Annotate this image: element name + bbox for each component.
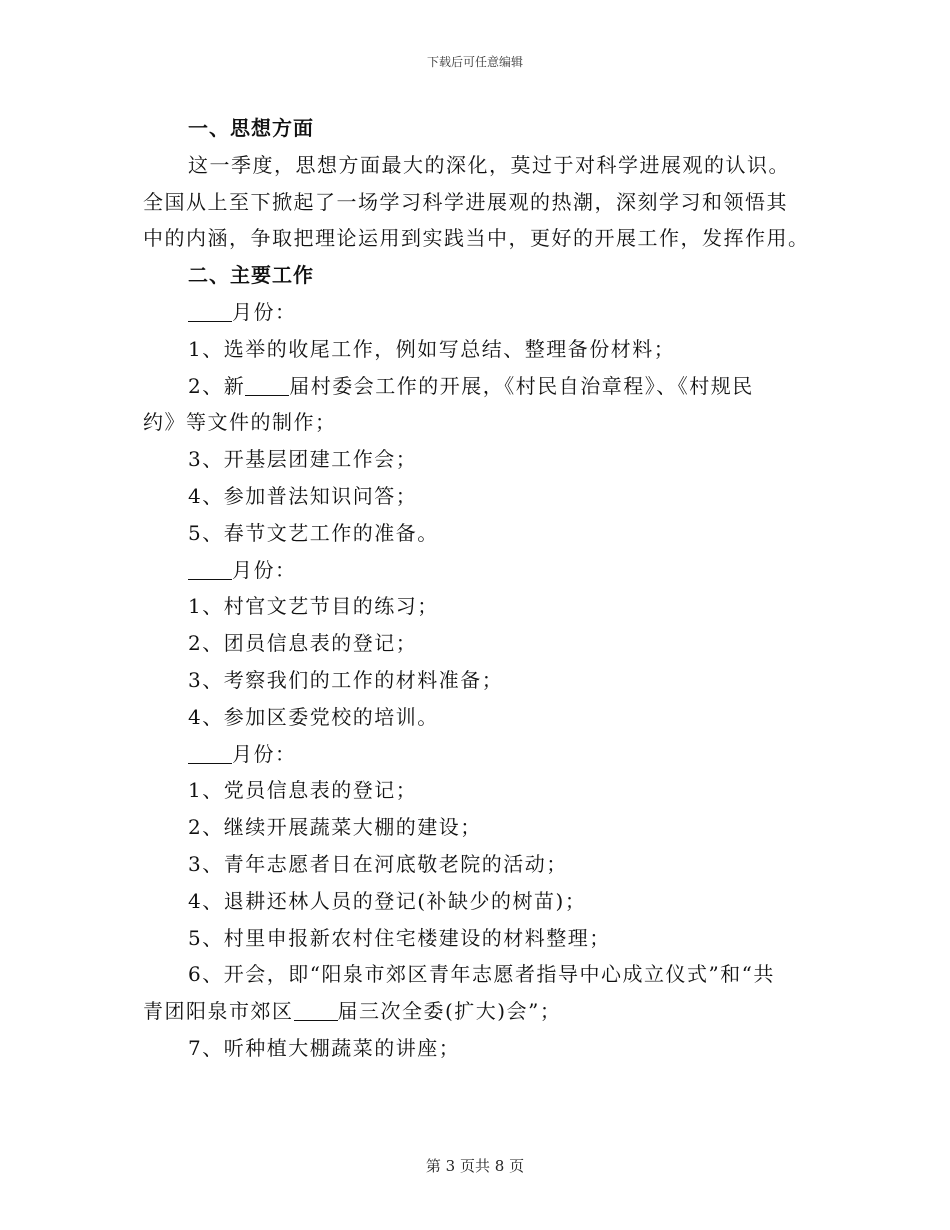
month-suffix: 月份：: [232, 741, 297, 766]
blank-underline: [245, 375, 289, 396]
list-item: 1、村官文艺节目的练习；: [188, 594, 439, 619]
section-heading-work: 二、主要工作: [188, 263, 314, 288]
blank-underline: [294, 1000, 338, 1021]
list-item: 1、党员信息表的登记；: [188, 778, 418, 803]
blank-underline: [188, 743, 232, 764]
month-label: [143, 552, 813, 589]
list-item-text: 届村委会工作的开展，《村民自治章程》、《村规民: [289, 373, 754, 398]
list-item: 3、开基层团建工作会；: [188, 447, 418, 472]
list-item: 3、青年志愿者日在河底敬老院的活动；: [188, 851, 568, 876]
month-label: [143, 736, 813, 773]
paragraph-line: 全国从上至下掀起了一场学习科学进展观的热潮，深刻学习和领悟其: [143, 189, 788, 214]
month-label: [143, 294, 813, 331]
blank-underline: [188, 559, 232, 580]
list-item: 4、参加区委党校的培训。: [188, 704, 439, 729]
list-item: 2、团员信息表的登记；: [188, 631, 418, 656]
document-body: [143, 110, 813, 1067]
paragraph-line: 中的内涵，争取把理论运用到实践当中，更好的开展工作，发挥作用。: [143, 226, 810, 251]
list-item: 7、听种植大棚蔬菜的讲座；: [188, 1035, 461, 1060]
list-item: 3、考察我们的工作的材料准备；: [188, 667, 504, 692]
list-item-continuation: [143, 993, 813, 1030]
section-heading-thought: 一、思想方面: [188, 116, 314, 140]
list-item: 2、继续开展蔬菜大棚的建设；: [188, 815, 482, 840]
blank-underline: [188, 301, 232, 322]
header-note: 下载后可任意编辑: [426, 55, 523, 69]
list-item: 4、参加普法知识问答；: [188, 483, 418, 508]
paragraph-line: 这一季度，思想方面最大的深化，莫过于对科学进展观的认识。: [188, 152, 790, 177]
month-suffix: 月份：: [232, 299, 297, 324]
list-item-text: 2、新: [188, 373, 246, 398]
list-item-continuation: 约》等文件的制作；: [143, 410, 337, 435]
month-suffix: 月份：: [232, 557, 297, 582]
list-item: [143, 368, 813, 405]
list-item: 5、春节文艺工作的准备。: [188, 520, 439, 545]
page-footer: 第 3 页共 8 页: [425, 1157, 525, 1175]
list-item: 4、退耕还林人员的登记(补缺少的树苗)；: [188, 888, 587, 913]
list-item-text: 青团阳泉市郊区: [143, 999, 294, 1024]
list-item-text: 届三次全委(扩大)会”；: [337, 999, 562, 1024]
list-item: 6、开会，即“阳泉市郊区青年志愿者指导中心成立仪式”和“共: [188, 962, 775, 987]
list-item: 1、选举的收尾工作，例如写总结、整理备份材料；: [188, 336, 676, 361]
list-item: 5、村里申报新农村住宅楼建设的材料整理；: [188, 925, 611, 950]
